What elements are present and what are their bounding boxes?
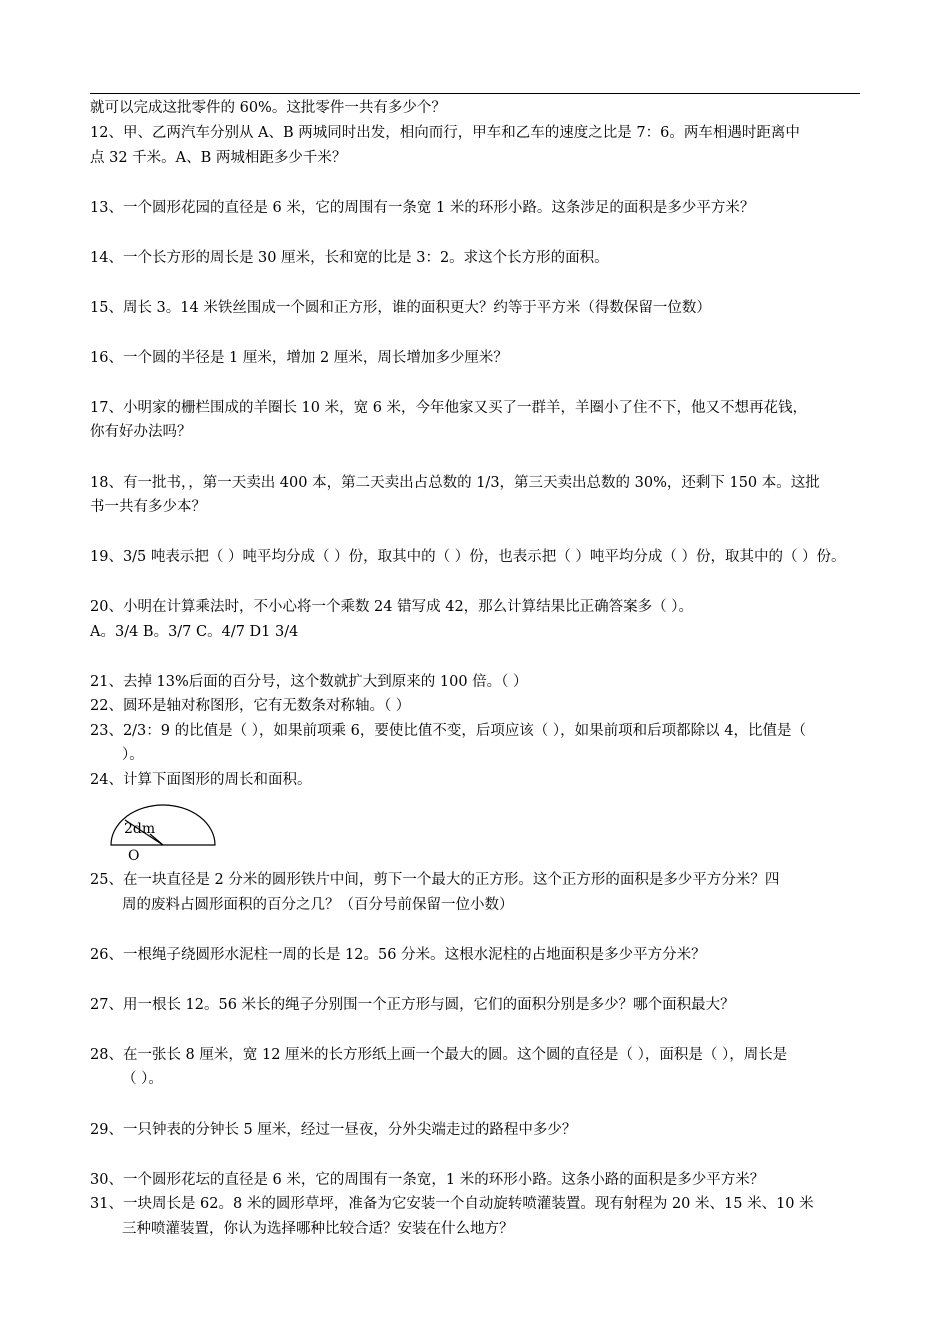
text-line: 你有好办法吗？ <box>90 424 192 440</box>
text-line: 书一共有多少本？ <box>90 499 206 515</box>
question-31: 31、一块周长是 62。8 米的圆形草坪，准备为它安装一个自动旋转喷灌装置。现有射程为 20 米、15 米、10 米 <box>90 1196 814 1212</box>
question-17: 17、小明家的栅栏围成的羊圈长 10 米，宽 6 米，今年他家又买了一群羊，羊圈小了住不下，他又不想再花钱， <box>90 400 808 416</box>
text-line: 三种喷灌装置，你认为选择哪种比较合适？安装在什么地方？ <box>122 1221 514 1237</box>
question-12: 12、甲、乙两汽车分别从 A、B 两城同时出发，相向而行，甲车和乙车的速度之比是 7：6。两车相遇时距离中 <box>90 125 800 141</box>
semicircle-figure <box>108 800 218 866</box>
text-line: 周的废料占圆形面积的百分之几？（百分号前保留一位小数） <box>122 897 514 913</box>
header-rule <box>90 93 860 94</box>
question-16: 16、一个圆的半径是 1 厘米，增加 2 厘米，周长增加多少厘米？ <box>90 350 508 366</box>
text-line: （ ）。 <box>122 1071 163 1087</box>
question-21: 21、去掉 13%后面的百分号，这个数就扩大到原来的 100 倍。（ ） <box>90 674 528 690</box>
question-27: 27、用一根长 12。56 米长的绳子分别围一个正方形与圆，它们的面积分别是多少？哪个面积最大？ <box>90 997 735 1013</box>
answer-choices: A。3/4 B。3/7 C。4/7 D1 3/4 <box>90 624 299 640</box>
question-18: 18、有一批书，，第一天卖出 400 本，第二天卖出占总数的 1/3，第三天卖出总数的 30%，还剩下 150 本。这批 <box>90 475 820 491</box>
radius-label: 2dm <box>124 821 156 837</box>
question-29: 29、一只钟表的分钟长 5 厘米，经过一昼夜，分外尖端走过的路程中多少？ <box>90 1122 577 1138</box>
question-25: 25、在一块直径是 2 分米的圆形铁片中间，剪下一个最大的正方形。这个正方形的面积是多少平方分米？四 <box>90 872 780 888</box>
text-line: ）。 <box>122 747 144 763</box>
question-24: 24、计算下面图形的周长和面积。 <box>90 772 312 788</box>
text-line: 点 32 千米。A、B 两城相距多少千米？ <box>90 150 347 166</box>
question-19: 19、3/5 吨表示把（ ）吨平均分成（ ）份，取其中的（ ）份，也表示把（ ）吨平均分成（ ）份，取其中的（ ）份。 <box>90 549 846 565</box>
question-22: 22、圆环是轴对称图形，它有无数条对称轴。（ ） <box>90 698 411 714</box>
center-label: O <box>128 848 140 864</box>
question-28: 28、在一张长 8 厘米，宽 12 厘米的长方形纸上画一个最大的圆。这个圆的直径是（ ），面积是（ ），周长是 <box>90 1047 788 1063</box>
question-15: 15、周长 3。14 米铁丝围成一个圆和正方形，谁的面积更大？约等于平方米（得数保留一位数） <box>90 300 711 316</box>
question-26: 26、一根绳子绕圆形水泥柱一周的长是 12。56 分米。这根水泥柱的占地面积是多少平方分米？ <box>90 947 706 963</box>
question-14: 14、一个长方形的周长是 30 厘米，长和宽的比是 3：2。求这个长方形的面积。 <box>90 250 609 266</box>
question-20: 20、小明在计算乘法时，不小心将一个乘数 24 错写成 42，那么计算结果比正确答案多（ ）。 <box>90 599 694 615</box>
question-13: 13、一个圆形花园的直径是 6 米，它的周围有一条宽 1 米的环形小路。这条涉足的面积是多少平方米？ <box>90 200 755 216</box>
question-30: 30、一个圆形花坛的直径是 6 米，它的周围有一条宽，1 米的环形小路。这条小路的面积是多少平方米？ <box>90 1172 765 1188</box>
question-23: 23、2/3：9 的比值是（ ），如果前项乘 6，要使比值不变，后项应该（ ），如果前项和后项都除以 4，比值是（ <box>90 723 807 739</box>
text-line: 就可以完成这批零件的 60%。这批零件一共有多少个？ <box>90 100 446 116</box>
